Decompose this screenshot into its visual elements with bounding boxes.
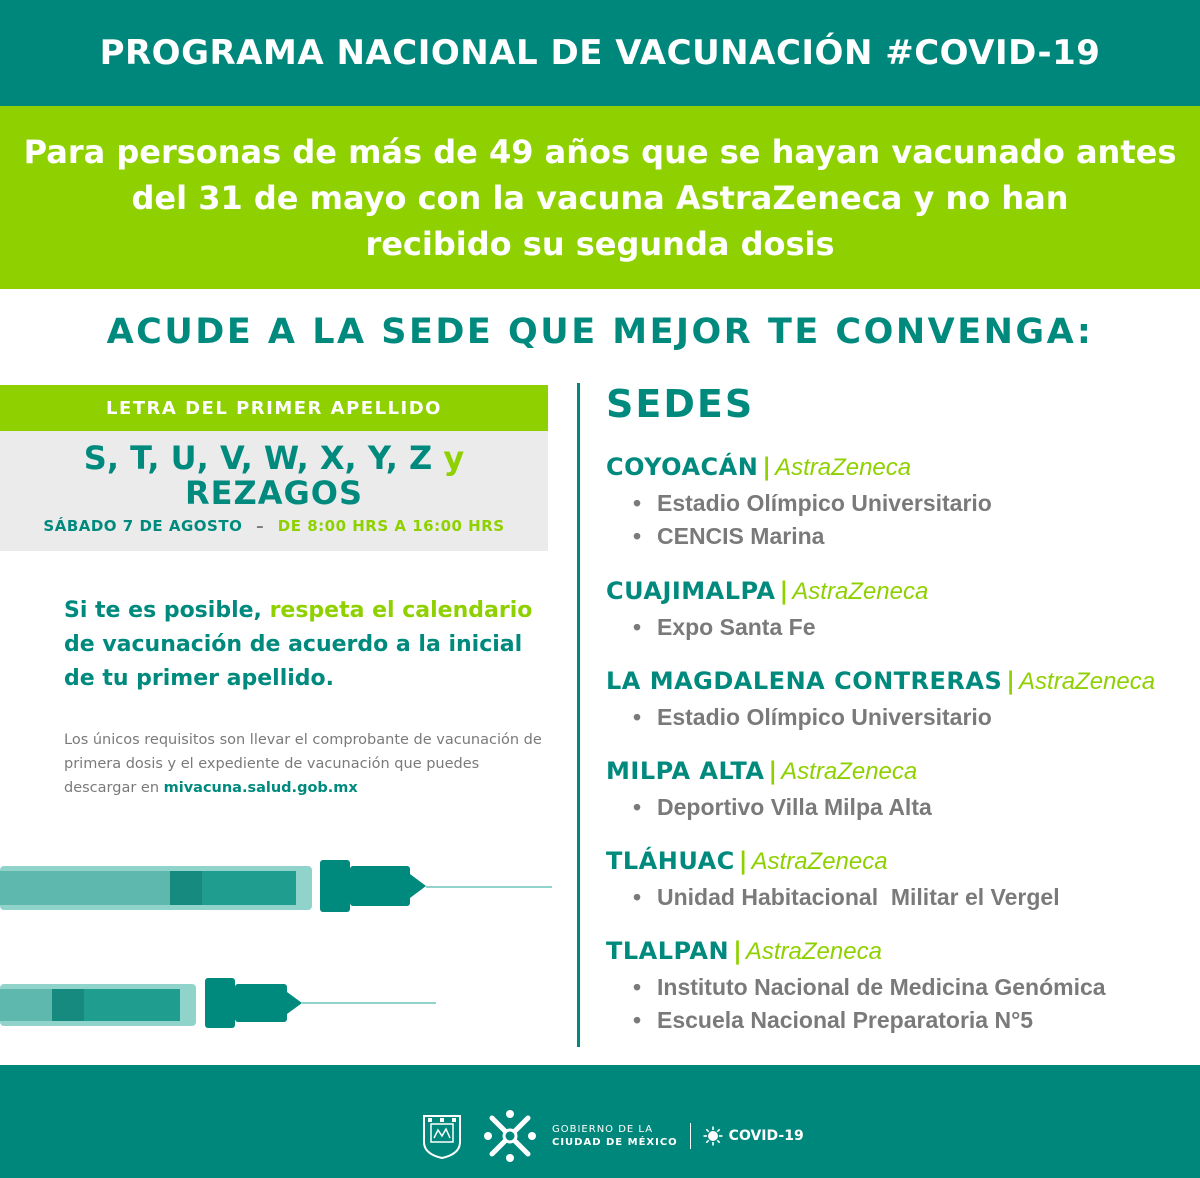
- virus-icon: [703, 1126, 723, 1146]
- place-list: [606, 971, 1106, 1037]
- list-item: [606, 701, 1155, 734]
- list-item: [606, 791, 932, 824]
- advice-part-1: Si te es posible,: [64, 598, 262, 623]
- list-item: [606, 611, 928, 644]
- vaccine-portal-link[interactable]: mivacuna.salud.gob.mx: [163, 780, 358, 796]
- place-name: Estadio Olímpico Universitario: [657, 490, 992, 516]
- alcaldia-name: COYOACÁN: [606, 453, 759, 481]
- schedule-line: [0, 517, 548, 535]
- alcaldia-name: CUAJIMALPA: [606, 577, 776, 605]
- sede-group: [606, 666, 1155, 734]
- covid-label: COVID-19: [728, 1128, 804, 1144]
- sede-header: [606, 452, 992, 483]
- vaccine-name: AstraZeneca: [775, 454, 912, 481]
- alcaldia-name: TLALPAN: [606, 937, 730, 965]
- program-title: PROGRAMA NACIONAL DE VACUNACIÓN #COVID-19: [99, 33, 1101, 73]
- separator: |: [1006, 667, 1016, 695]
- calendar-panel: [0, 431, 548, 551]
- calendar-advice: [64, 594, 544, 696]
- eligibility-line: Para personas de más de 49 años que se hayan vacunado antes: [23, 132, 1177, 171]
- vaccine-name: AstraZeneca: [781, 758, 918, 785]
- place-list: [606, 487, 992, 553]
- vaccine-name: AstraZeneca: [751, 848, 888, 875]
- sede-header: [606, 576, 928, 607]
- sede-group: [606, 452, 992, 553]
- syringe-icon: [0, 856, 552, 916]
- place-list: [606, 881, 1060, 914]
- list-item: [606, 1004, 1106, 1037]
- place-name: Estadio Olímpico Universitario: [657, 704, 992, 730]
- separator: |: [738, 847, 748, 875]
- sede-header: [606, 756, 932, 787]
- list-item: [606, 881, 1060, 914]
- rezagos-label: REZAGOS: [185, 474, 363, 512]
- place-list: [606, 701, 1155, 734]
- place-name: Unidad Habitacional Militar el Vergel: [657, 884, 1060, 910]
- gobierno-label: [552, 1123, 678, 1149]
- coat-of-arms-icon: [420, 1112, 464, 1160]
- call-to-action-heading: ACUDE A LA SEDE QUE MEJOR TE CONVENGA:: [106, 312, 1094, 352]
- letters-conjunction: y: [443, 439, 465, 477]
- schedule-dash: –: [256, 517, 265, 535]
- requirements-text: Los únicos requisitos son llevar el comprobante de vacunación de primera dosis y el expediente de vacunación que puedes descargar en: [64, 732, 542, 796]
- place-name: Deportivo Villa Milpa Alta: [657, 794, 932, 820]
- place-name: Escuela Nacional Preparatoria N°5: [657, 1007, 1034, 1033]
- sedes-heading: SEDES: [606, 382, 755, 426]
- place-list: [606, 611, 928, 644]
- place-list: [606, 791, 932, 824]
- place-name: Expo Santa Fe: [657, 614, 816, 640]
- top-banner: [0, 0, 1200, 106]
- sede-header: [606, 936, 1106, 967]
- vaccine-name: AstraZeneca: [745, 938, 882, 965]
- separator: |: [779, 577, 789, 605]
- sede-header: [606, 846, 1060, 877]
- gobierno-line-2: CIUDAD DE MÉXICO: [552, 1137, 678, 1148]
- separator: |: [768, 757, 778, 785]
- schedule-hours: DE 8:00 HRS A 16:00 HRS: [277, 517, 505, 535]
- vaccine-name: AstraZeneca: [792, 578, 929, 605]
- calendar-header: LETRA DEL PRIMER APELLIDO: [0, 385, 548, 431]
- eligibility-banner: [0, 106, 1200, 289]
- surname-letters: [0, 441, 548, 475]
- syringe-icon: [0, 974, 436, 1032]
- letters-range: S, T, U, V, W, X, Y, Z: [83, 439, 433, 477]
- advice-highlight: respeta el calendario: [269, 598, 533, 623]
- schedule-date: SÁBADO 7 DE AGOSTO: [43, 517, 243, 535]
- eligibility-line: del 31 de mayo con la vacuna AstraZeneca y no han: [131, 178, 1069, 217]
- sede-group: [606, 936, 1106, 1037]
- list-item: [606, 487, 992, 520]
- sede-group: [606, 846, 1060, 914]
- footer-logos: [420, 1108, 804, 1164]
- list-item: [606, 520, 992, 553]
- vaccine-name: AstraZeneca: [1019, 668, 1156, 695]
- requirements-note: [64, 728, 554, 800]
- advice-part-2: de vacunación de acuerdo a la inicial de tu primer apellido.: [64, 632, 523, 691]
- place-name: Instituto Nacional de Medicina Genómica: [657, 974, 1106, 1000]
- alcaldia-name: LA MAGDALENA CONTRERAS: [606, 667, 1003, 695]
- eligibility-line: recibido su segunda dosis: [365, 224, 835, 263]
- cdmx-logo-icon: [482, 1108, 538, 1164]
- list-item: [606, 971, 1106, 1004]
- sede-header: [606, 666, 1155, 697]
- separator: |: [762, 453, 772, 481]
- place-name: CENCIS Marina: [657, 523, 825, 549]
- gobierno-line-1: GOBIERNO DE LA: [552, 1124, 654, 1135]
- sede-group: [606, 756, 932, 824]
- separator: |: [733, 937, 742, 965]
- column-divider: [577, 383, 580, 1047]
- alcaldia-name: TLÁHUAC: [606, 847, 735, 875]
- sede-group: [606, 576, 928, 644]
- alcaldia-name: MILPA ALTA: [606, 757, 765, 785]
- footer-separator: [690, 1123, 691, 1149]
